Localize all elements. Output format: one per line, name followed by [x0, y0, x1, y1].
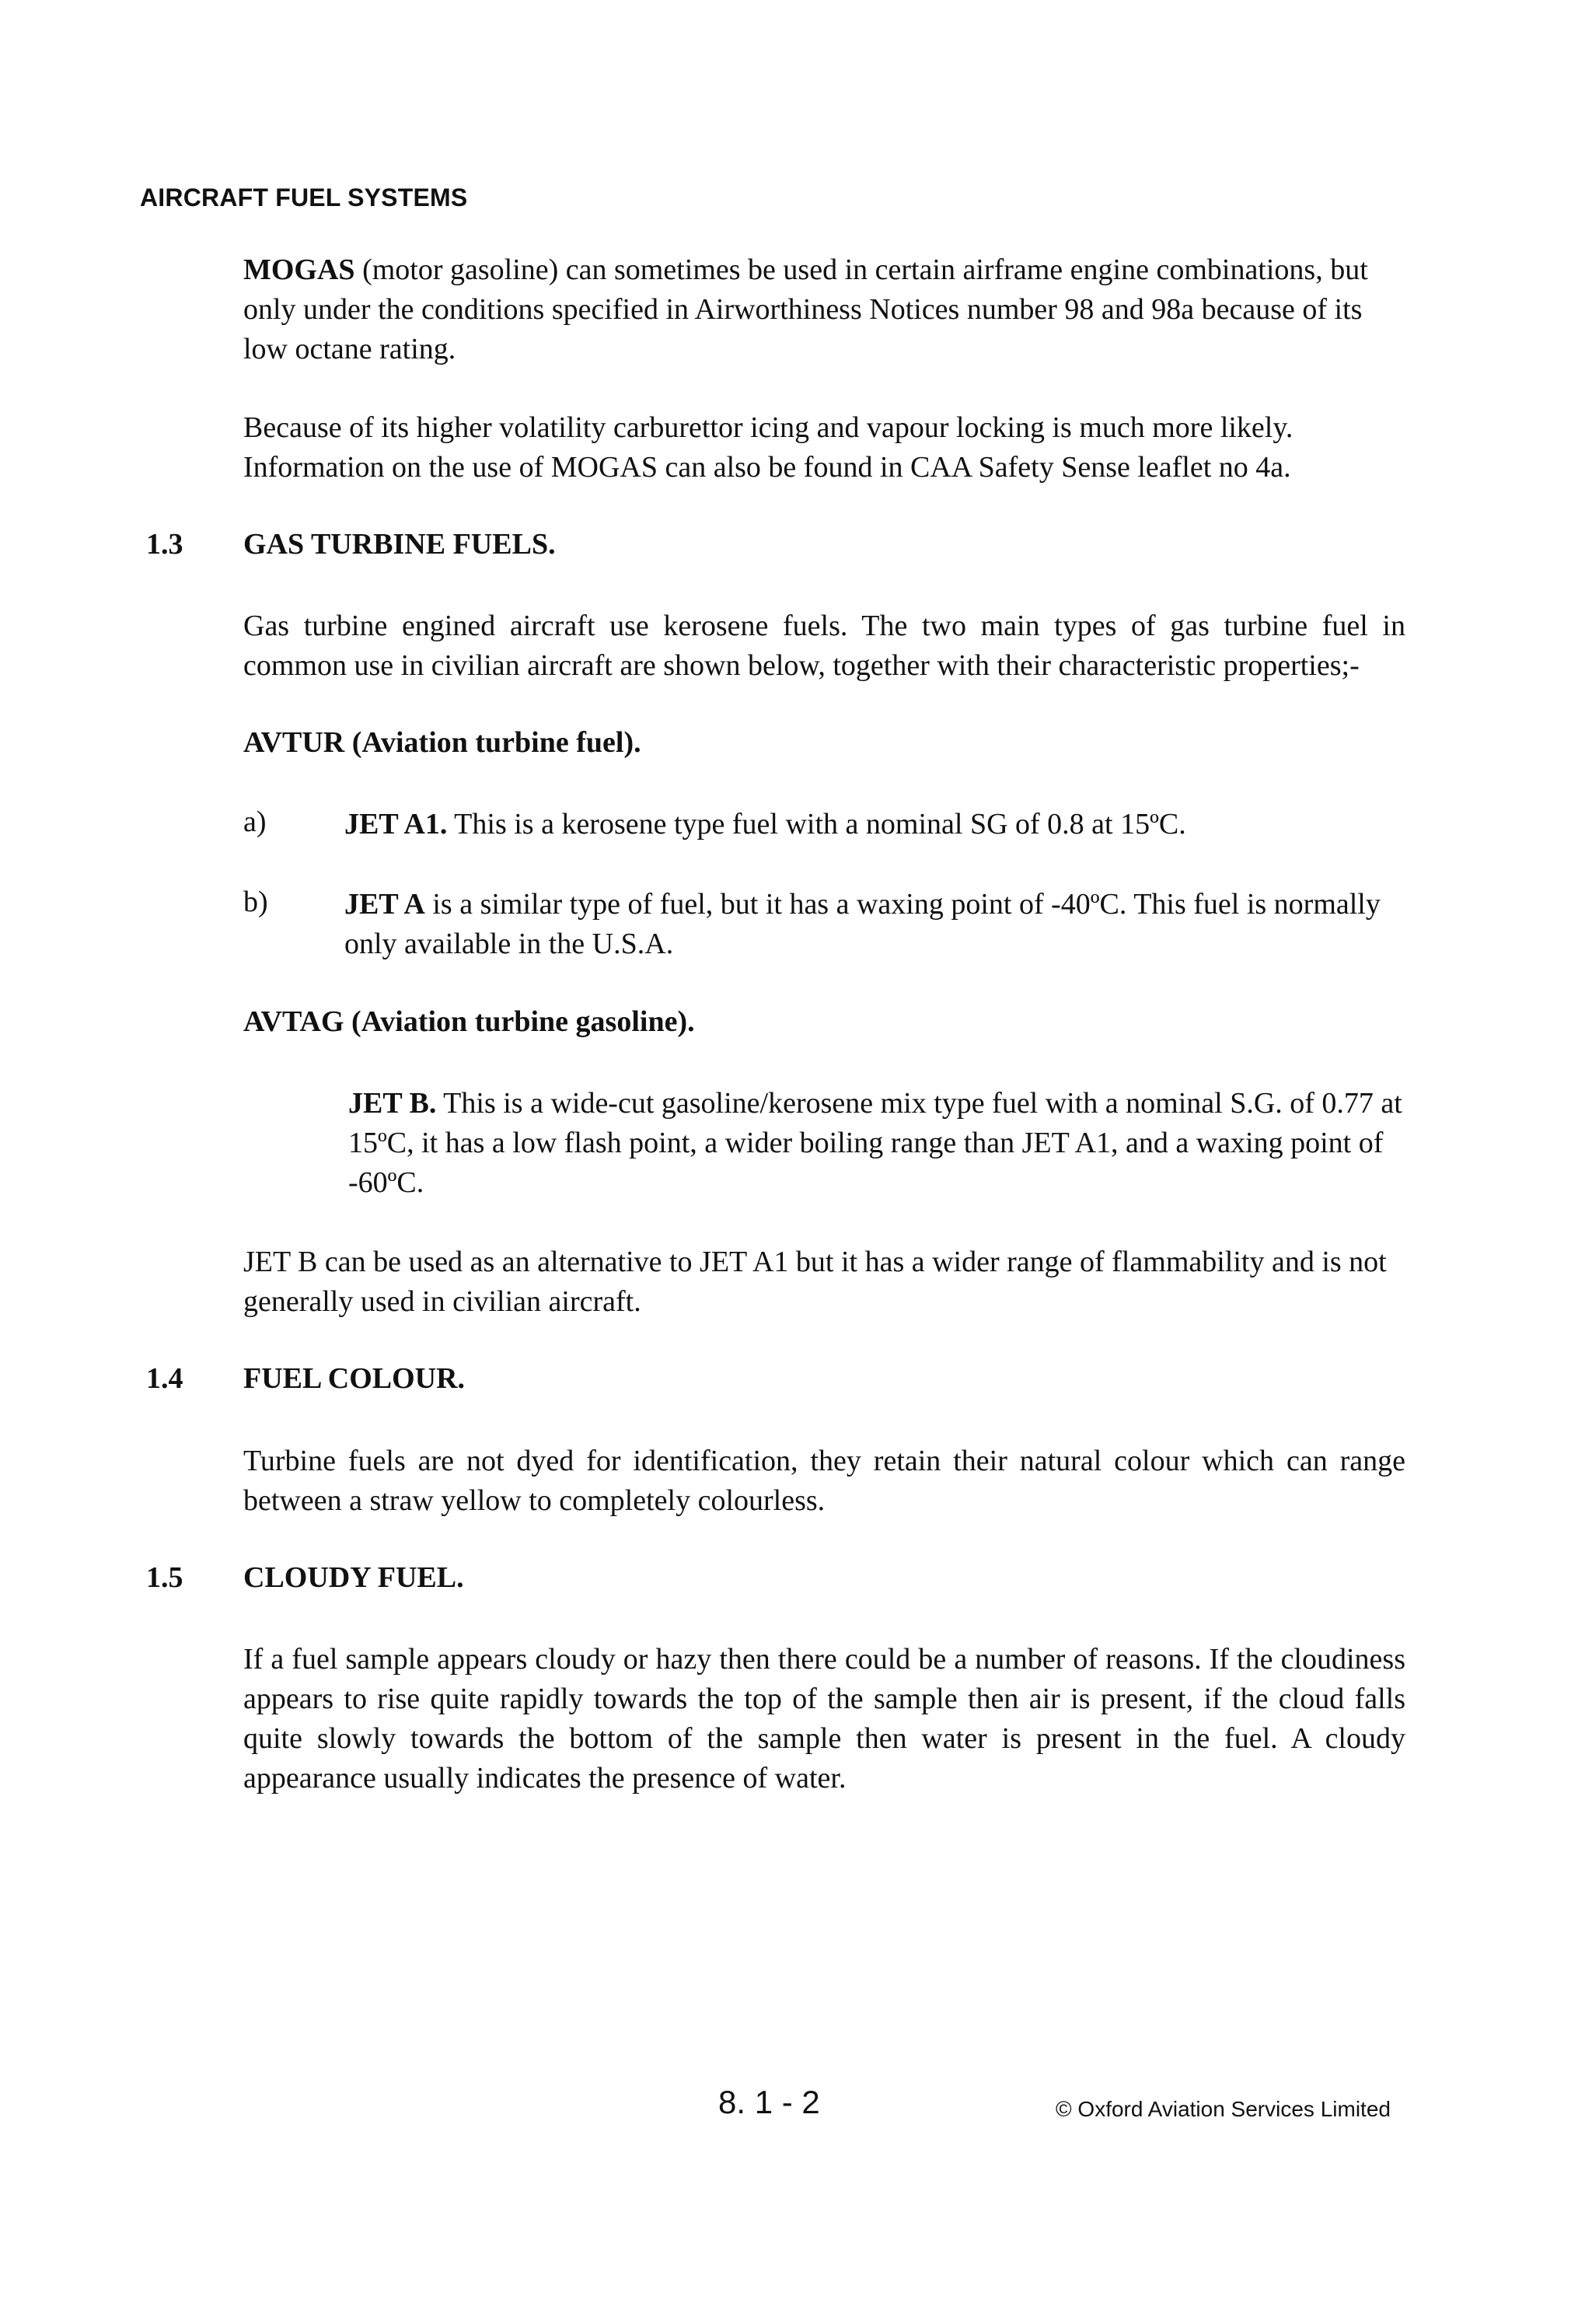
page-number: 8. 1 - 2	[718, 2084, 820, 2120]
list-label-b: b)	[243, 886, 268, 918]
avtag-heading: AVTAG (Aviation turbine gasoline).	[243, 1005, 695, 1038]
jet-a-term: JET A	[344, 888, 425, 921]
list-label-a: a)	[243, 806, 267, 838]
section-number-1-4: 1.4	[146, 1362, 183, 1395]
page-header: AIRCRAFT FUEL SYSTEMS	[140, 183, 468, 211]
cloudy-fuel-text: If a fuel sample appears cloudy or hazy then there could be a number of reasons. If the cloudiness appears to rise quite rapidly towards the top of the sample then air is present, if the cloud falls quite slowly towards the bottom of the sample then water is present in the fuel. A cloudy appearance usually indicates the presence of water.	[243, 1643, 1405, 1795]
avtur-heading: AVTUR (Aviation turbine fuel).	[243, 726, 641, 759]
gas-turbine-intro: Gas turbine engined aircraft use kerosene fuels. The two main types of gas turbine fuel in common use in civilian aircraft are shown below, together with their characteristic properties;-	[243, 610, 1405, 682]
jet-a1-term: JET A1.	[344, 808, 448, 840]
section-number-1-3: 1.3	[146, 528, 183, 561]
jet-b-term: JET B.	[348, 1087, 437, 1120]
jet-b-text: This is a wide-cut gasoline/kerosene mix type fuel with a nominal S.G. of 0.77 at 15ºC, it has a low flash point, a wider boiling range than JET A1, and a waxing point of -60ºC.	[348, 1087, 1402, 1199]
copyright-notice: © Oxford Aviation Services Limited	[1056, 2097, 1391, 2121]
mogas-volatility-paragraph: Because of its higher volatility carburettor icing and vapour locking is much more likely. Information on the use of MOGAS can also be found in CAA Safety Sense leaflet no 4a.	[243, 411, 1294, 484]
jet-b-paragraph	[348, 1084, 1405, 1203]
jet-b-note: JET B can be used as an alternative to JET A1 but it has a wider range of flammability and is not generally used in civilian aircraft.	[243, 1246, 1387, 1318]
mogas-text: (motor gasoline) can sometimes be used in certain airframe engine combinations, but only under the conditions specified in Airworthiness Notices number 98 and 98a because of its low octane rating.	[243, 253, 1368, 365]
section-number-1-5: 1.5	[146, 1561, 183, 1594]
jet-a1-text: This is a kerosene type fuel with a nominal SG of 0.8 at 15ºC.	[447, 808, 1186, 840]
section-title-fuel-colour: FUEL COLOUR.	[243, 1362, 466, 1395]
section-title-gas-turbine-fuels: GAS TURBINE FUELS.	[243, 528, 556, 561]
jet-a1-item	[344, 805, 1405, 844]
mogas-term: MOGAS	[243, 253, 355, 286]
section-title-cloudy-fuel: CLOUDY FUEL.	[243, 1561, 464, 1594]
fuel-colour-text: Turbine fuels are not dyed for identification, they retain their natural colour which can range between a straw yellow to completely colourless.	[243, 1445, 1405, 1517]
jet-a-text: is a similar type of fuel, but it has a waxing point of -40ºC. This fuel is normally only available in the U.S.A.	[344, 888, 1381, 960]
mogas-paragraph	[243, 250, 1405, 369]
jet-a-item	[344, 885, 1405, 964]
